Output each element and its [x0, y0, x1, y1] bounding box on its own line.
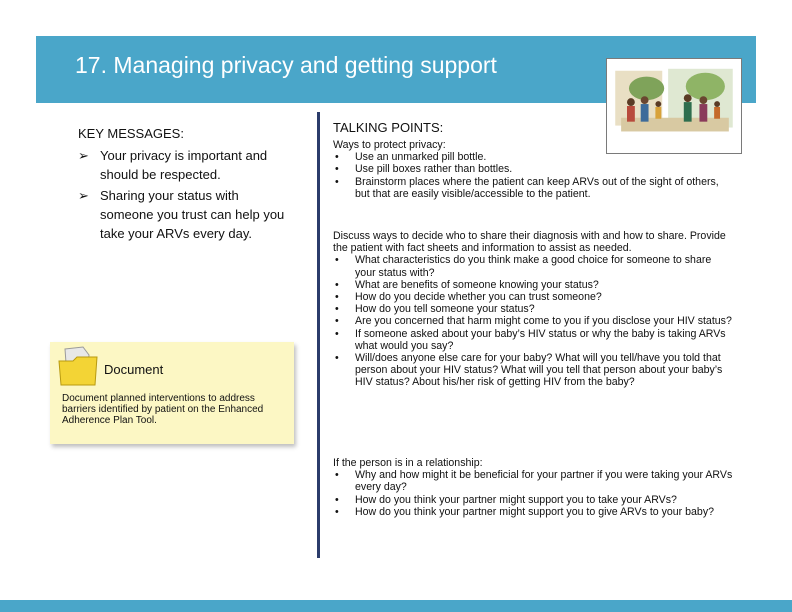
relationship-list: [333, 469, 733, 518]
key-message-text: Sharing your status with someone you trust can help you take your ARVs every day.: [100, 188, 285, 241]
privacy-list: [333, 151, 733, 200]
bullet-icon: •: [335, 163, 339, 176]
section-intro: Ways to protect privacy:: [333, 139, 446, 151]
bullet-icon: •: [335, 352, 339, 365]
arrow-bullet-icon: ➢: [78, 148, 89, 163]
footer-bar: [0, 600, 792, 612]
list-item: [333, 151, 733, 163]
list-item: [333, 291, 733, 303]
bullet-icon: •: [335, 291, 339, 304]
bullet-icon: •: [335, 175, 339, 188]
bullet-icon: •: [335, 493, 339, 506]
page-title: 17. Managing privacy and getting support: [75, 52, 497, 78]
document-label: Document: [104, 362, 164, 377]
list-item-text: Will/does anyone else care for your baby? What will you tell/have you told that person about your HIV status? What will you tell that person about your baby’s HIV status? About his/her risk of getting HIV from the baby?: [355, 352, 723, 389]
list-item: [333, 494, 733, 506]
list-item-text: What are benefits of someone knowing your status?: [355, 278, 599, 291]
list-item: [333, 469, 733, 493]
list-item-text: If someone asked about your baby’s HIV status or why the baby is taking ARVs what would you say?: [355, 327, 726, 352]
list-item: [333, 254, 733, 278]
bullet-icon: •: [335, 303, 339, 316]
list-item: [333, 163, 733, 175]
privacy-section: [333, 139, 733, 200]
list-item-text: Are you concerned that harm might come to you if you disclose your HIV status?: [355, 315, 732, 328]
list-item-text: Use an unmarked pill bottle.: [355, 151, 487, 164]
list-item: [333, 303, 733, 315]
key-messages-heading: KEY MESSAGES:: [78, 126, 184, 141]
list-item-text: How do you tell someone your status?: [355, 303, 535, 316]
arrow-bullet-icon: ➢: [78, 188, 89, 203]
list-item-text: Use pill boxes rather than bottles.: [355, 163, 513, 176]
relationship-section: [333, 457, 733, 518]
key-message-text: Your privacy is important and should be respected.: [100, 148, 268, 182]
talking-points-heading: TALKING POINTS:: [333, 120, 444, 135]
folder-document-icon: [57, 345, 101, 387]
list-item-text: How do you think your partner might support you to take your ARVs?: [355, 493, 677, 506]
list-item: [333, 315, 733, 327]
list-item: [333, 279, 733, 291]
bullet-icon: •: [335, 505, 339, 518]
list-item-text: How do you decide whether you can trust someone?: [355, 291, 602, 304]
document-instructions: Document planned interventions to address barriers identified by patient on the Enhanced Adherence Plan Tool.: [62, 393, 264, 426]
list-item: [333, 176, 733, 200]
list-item-text: What characteristics do you think make a good choice for someone to share your status with?: [355, 254, 712, 279]
key-message-item: [78, 186, 293, 243]
column-divider: [317, 112, 320, 558]
disclosure-list: [333, 254, 733, 388]
bullet-icon: •: [335, 254, 339, 267]
section-intro: If the person is in a relationship:: [333, 457, 483, 469]
bullet-icon: •: [335, 151, 339, 164]
list-item-text: How do you think your partner might support you to give ARVs to your baby?: [355, 505, 715, 518]
bullet-icon: •: [335, 469, 339, 482]
key-message-item: [78, 146, 293, 184]
bullet-icon: •: [335, 327, 339, 340]
list-item: [333, 506, 733, 518]
section-intro: Discuss ways to decide who to share their diagnosis with and how to share. Provide the patient with fact sheets and information to assist as needed.: [333, 230, 726, 255]
bullet-icon: •: [335, 315, 339, 328]
bullet-icon: •: [335, 278, 339, 291]
list-item: [333, 352, 733, 389]
list-item-text: Brainstorm places where the patient can keep ARVs out of the sight of others, but that are easily visible/accessible to the patient.: [355, 175, 719, 200]
list-item-text: Why and how might it be beneficial for your partner if you were taking your ARVs every day?: [355, 469, 733, 494]
key-messages-list: [78, 146, 293, 245]
disclosure-section: [333, 230, 733, 389]
list-item: [333, 328, 733, 352]
